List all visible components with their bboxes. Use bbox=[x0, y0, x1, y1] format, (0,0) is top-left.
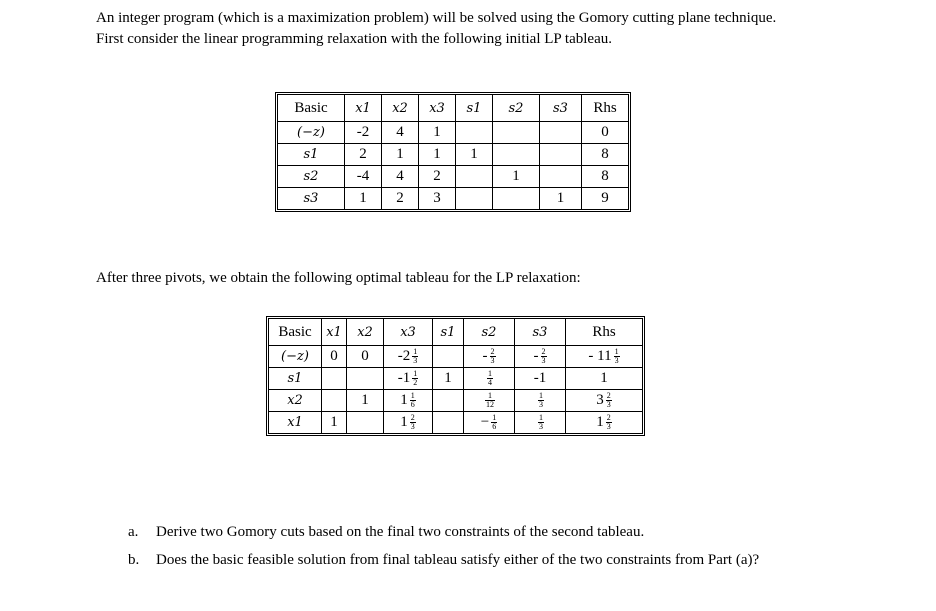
t1-cell: 9 bbox=[582, 188, 629, 210]
t2-cell bbox=[433, 346, 464, 368]
fraction-denominator: 3 bbox=[606, 400, 611, 410]
fraction-numerator: 2 bbox=[606, 413, 611, 423]
t1-cell bbox=[493, 144, 540, 166]
t2-cell-value: 0 bbox=[330, 348, 338, 364]
t2-cell bbox=[347, 412, 384, 434]
t2-cell-fraction bbox=[606, 392, 612, 409]
fraction-denominator: 2 bbox=[413, 378, 418, 388]
t2-cell-fraction bbox=[410, 392, 416, 409]
optimal-lp-tableau bbox=[268, 318, 643, 434]
t1-row bbox=[278, 188, 629, 210]
t2-cell-value: 1 bbox=[400, 391, 408, 408]
fraction-denominator: 3 bbox=[413, 356, 418, 366]
t2-cell-value: 1 bbox=[600, 370, 608, 386]
t1-header-x1: x1 bbox=[345, 95, 382, 122]
t2-cell-value: − bbox=[480, 413, 490, 430]
fraction-numerator: 1 bbox=[410, 391, 415, 401]
t2-cell-value: 1 bbox=[444, 370, 452, 386]
t1-cell: 2 bbox=[419, 166, 456, 188]
t2-cell-fraction bbox=[538, 392, 544, 409]
t2-cell bbox=[566, 368, 643, 390]
fraction-denominator: 3 bbox=[539, 422, 543, 432]
fraction-numerator: 2 bbox=[606, 391, 611, 401]
t1-cell: 0 bbox=[582, 122, 629, 144]
t2-cell-value: 1 bbox=[330, 414, 338, 430]
t2-cell bbox=[322, 346, 347, 368]
t1-row bbox=[278, 144, 629, 166]
t2-cell bbox=[566, 346, 643, 368]
t1-cell bbox=[540, 144, 582, 166]
t1-basic-cell: (−z) bbox=[278, 122, 345, 144]
t1-cell: 1 bbox=[419, 144, 456, 166]
t1-header-x2: x2 bbox=[382, 95, 419, 122]
t2-cell bbox=[347, 368, 384, 390]
t2-header-s1: s1 bbox=[433, 319, 464, 346]
question-b-label: b. bbox=[128, 552, 140, 568]
t2-cell-fraction bbox=[412, 348, 418, 365]
t2-cell-value: - bbox=[482, 347, 488, 364]
fraction-numerator: 1 bbox=[413, 369, 418, 379]
t1-cell: -4 bbox=[345, 166, 382, 188]
fraction-numerator: 1 bbox=[413, 347, 418, 357]
t1-cell bbox=[540, 122, 582, 144]
t2-basic-cell: s1 bbox=[269, 368, 322, 390]
t1-row bbox=[278, 166, 629, 188]
t2-cell bbox=[384, 412, 433, 434]
initial-lp-tableau bbox=[277, 94, 629, 210]
t2-cell-value: 1 bbox=[596, 413, 604, 430]
fraction-numerator: 2 bbox=[541, 347, 546, 357]
fraction-numerator: 1 bbox=[539, 413, 543, 423]
fraction-numerator: 1 bbox=[492, 413, 497, 423]
t1-cell: 1 bbox=[382, 144, 419, 166]
t1-cell bbox=[493, 122, 540, 144]
fraction-numerator: 1 bbox=[485, 392, 495, 401]
t2-cell-value: -1 bbox=[397, 369, 411, 386]
t2-cell bbox=[433, 412, 464, 434]
t2-cell bbox=[347, 346, 384, 368]
t2-row bbox=[269, 346, 643, 368]
t2-cell bbox=[515, 390, 566, 412]
t1-cell: 1 bbox=[345, 188, 382, 210]
t1-header-s3: s3 bbox=[540, 95, 582, 122]
t2-cell-fraction bbox=[491, 414, 497, 431]
t1-cell: -2 bbox=[345, 122, 382, 144]
t1-cell: 2 bbox=[382, 188, 419, 210]
intro-line-1: An integer program (which is a maximization problem) will be solved using the Gomory cutting plane technique. bbox=[96, 10, 777, 26]
fraction-denominator: 3 bbox=[410, 422, 415, 432]
t1-cell: 1 bbox=[540, 188, 582, 210]
question-a-label: a. bbox=[128, 524, 139, 540]
t1-header-s2: s2 bbox=[493, 95, 540, 122]
t2-basic-cell: (−z) bbox=[269, 346, 322, 368]
fraction-denominator: 3 bbox=[541, 356, 546, 366]
t1-basic-cell: s2 bbox=[278, 166, 345, 188]
t1-cell: 4 bbox=[382, 166, 419, 188]
t2-cell bbox=[566, 412, 643, 434]
t1-cell bbox=[493, 188, 540, 210]
t2-cell bbox=[384, 346, 433, 368]
t1-header-s1: s1 bbox=[456, 95, 493, 122]
t2-cell bbox=[322, 390, 347, 412]
t1-cell bbox=[456, 188, 493, 210]
t2-cell-value: - 11 bbox=[588, 347, 612, 364]
t2-cell-value: - bbox=[533, 347, 539, 364]
t1-basic-cell: s1 bbox=[278, 144, 345, 166]
t2-cell-fraction bbox=[606, 414, 612, 431]
fraction-numerator: 1 bbox=[539, 391, 543, 401]
question-b-text: Does the basic feasible solution from final tableau satisfy either of the two constraints from Part (a)? bbox=[156, 552, 760, 568]
t2-cell-fraction bbox=[487, 370, 493, 387]
t2-row bbox=[269, 390, 643, 412]
t2-cell-value: 1 bbox=[361, 392, 369, 408]
t2-row bbox=[269, 412, 643, 434]
t2-cell-fraction bbox=[490, 348, 496, 365]
t2-cell bbox=[433, 368, 464, 390]
t2-cell bbox=[384, 368, 433, 390]
t2-cell bbox=[515, 346, 566, 368]
t2-cell bbox=[566, 390, 643, 412]
fraction-denominator: 12 bbox=[486, 400, 494, 410]
question-a-text: Derive two Gomory cuts based on the final two constraints of the second tableau. bbox=[156, 524, 645, 540]
t1-cell bbox=[456, 122, 493, 144]
t2-cell-value: 1 bbox=[400, 413, 408, 430]
fraction-denominator: 3 bbox=[490, 356, 495, 366]
fraction-denominator: 3 bbox=[606, 422, 611, 432]
t2-cell bbox=[433, 390, 464, 412]
t2-basic-cell: x1 bbox=[269, 412, 322, 434]
t2-cell-fraction bbox=[541, 348, 547, 365]
t2-cell bbox=[515, 412, 566, 434]
fraction-numerator: 2 bbox=[410, 413, 415, 423]
t1-cell: 1 bbox=[456, 144, 493, 166]
t1-cell: 4 bbox=[382, 122, 419, 144]
fraction-numerator: 1 bbox=[488, 369, 492, 379]
t2-cell-fraction bbox=[412, 370, 418, 387]
t1-header-x3: x3 bbox=[419, 95, 456, 122]
t2-cell-fraction bbox=[410, 414, 416, 431]
t2-basic-cell: x2 bbox=[269, 390, 322, 412]
t2-header-x2: x2 bbox=[347, 319, 384, 346]
fraction-denominator: 6 bbox=[410, 400, 415, 410]
middle-text: After three pivots, we obtain the following optimal tableau for the LP relaxation: bbox=[96, 270, 581, 286]
t1-cell: 1 bbox=[493, 166, 540, 188]
fraction-numerator: 1 bbox=[614, 347, 619, 357]
t2-cell bbox=[322, 368, 347, 390]
t2-cell-fraction bbox=[485, 392, 495, 409]
t2-cell-value: 0 bbox=[361, 348, 369, 364]
fraction-denominator: 4 bbox=[488, 378, 492, 388]
t2-cell-fraction bbox=[538, 414, 544, 431]
fraction-denominator: 6 bbox=[492, 422, 497, 432]
t2-row bbox=[269, 368, 643, 390]
t2-cell-value: -2 bbox=[397, 347, 411, 364]
fraction-numerator: 2 bbox=[490, 347, 495, 357]
t2-header-s2: s2 bbox=[464, 319, 515, 346]
t2-header-x3: x3 bbox=[384, 319, 433, 346]
t2-cell bbox=[347, 390, 384, 412]
t1-cell bbox=[456, 166, 493, 188]
t2-cell-fraction bbox=[614, 348, 620, 365]
t1-header-basic: Basic bbox=[278, 95, 345, 122]
t1-cell: 1 bbox=[419, 122, 456, 144]
t2-cell bbox=[464, 390, 515, 412]
t2-cell bbox=[464, 368, 515, 390]
t2-cell bbox=[464, 412, 515, 434]
t1-cell: 2 bbox=[345, 144, 382, 166]
t2-header-basic: Basic bbox=[269, 319, 322, 346]
t1-cell bbox=[540, 166, 582, 188]
t2-cell-value: -1 bbox=[533, 370, 547, 386]
t2-cell bbox=[322, 412, 347, 434]
t1-cell: 8 bbox=[582, 166, 629, 188]
intro-line-2: First consider the linear programming relaxation with the following initial LP tableau. bbox=[96, 31, 612, 47]
t2-cell bbox=[384, 390, 433, 412]
fraction-denominator: 3 bbox=[539, 400, 543, 410]
t1-basic-cell: s3 bbox=[278, 188, 345, 210]
fraction-denominator: 3 bbox=[614, 356, 619, 366]
t1-cell: 8 bbox=[582, 144, 629, 166]
t1-row bbox=[278, 122, 629, 144]
t2-header-x1: x1 bbox=[322, 319, 347, 346]
t2-cell bbox=[464, 346, 515, 368]
t2-cell-value: 3 bbox=[596, 391, 604, 408]
t1-header-rhs: Rhs bbox=[582, 95, 629, 122]
t1-cell: 3 bbox=[419, 188, 456, 210]
t2-header-rhs: Rhs bbox=[566, 319, 643, 346]
t2-header-s3: s3 bbox=[515, 319, 566, 346]
t2-cell bbox=[515, 368, 566, 390]
